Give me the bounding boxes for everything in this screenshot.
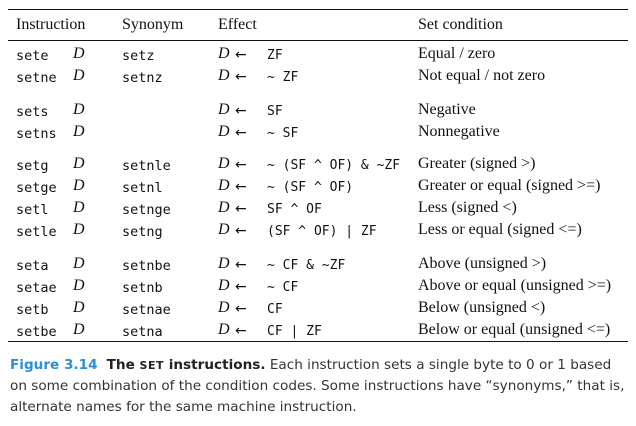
header-set-condition: Set condition	[418, 16, 503, 33]
synonym-mnemonic: setnle	[122, 158, 171, 174]
table-row	[0, 177, 636, 199]
figure-caption	[10, 355, 630, 418]
effect-destination: D	[218, 101, 230, 118]
instruction-operand: D	[73, 45, 85, 62]
instruction-mnemonic: setl	[16, 202, 49, 218]
effect-expression: CF | ZF	[267, 324, 322, 339]
instruction-mnemonic: setge	[16, 180, 57, 196]
set-condition-text: Above or equal (unsigned >=)	[418, 277, 612, 294]
set-condition-text: Below or equal (unsigned <=)	[418, 321, 611, 338]
header-synonym: Synonym	[122, 16, 184, 33]
synonym-mnemonic: setnl	[122, 180, 163, 196]
table-row	[0, 155, 636, 177]
instruction-operand: D	[73, 67, 85, 84]
synonym-mnemonic: setnb	[122, 280, 163, 296]
assign-arrow-icon: ←	[235, 47, 247, 63]
assign-arrow-icon: ←	[235, 201, 247, 217]
assign-arrow-icon: ←	[235, 323, 247, 339]
set-condition-text: Below (unsigned <)	[418, 299, 546, 316]
caption-text: Each instruction sets a single byte to 0 or 1 based on some combination of the condition codes. Some instructions have “synonyms,” that is, alternate names for the same machine instruction.	[10, 357, 625, 415]
table-row	[0, 101, 636, 123]
synonym-mnemonic: setng	[122, 224, 163, 240]
assign-arrow-icon: ←	[235, 257, 247, 273]
instruction-mnemonic: sets	[16, 104, 49, 120]
effect-destination: D	[218, 45, 230, 62]
instruction-operand: D	[73, 155, 85, 172]
set-condition-text: Greater or equal (signed >=)	[418, 177, 601, 194]
synonym-mnemonic: setna	[122, 324, 163, 340]
table-row	[0, 321, 636, 343]
table-top-rule	[8, 9, 628, 10]
set-condition-text: Not equal / not zero	[418, 67, 546, 84]
instruction-mnemonic: setae	[16, 280, 57, 296]
set-condition-text: Less or equal (signed <=)	[418, 221, 582, 238]
instruction-mnemonic: setns	[16, 126, 57, 142]
assign-arrow-icon: ←	[235, 279, 247, 295]
set-condition-text: Greater (signed >)	[418, 155, 536, 172]
assign-arrow-icon: ←	[235, 179, 247, 195]
effect-destination: D	[218, 255, 230, 272]
instruction-mnemonic: setle	[16, 224, 57, 240]
instruction-mnemonic: setne	[16, 70, 57, 86]
instruction-operand: D	[73, 277, 85, 294]
effect-destination: D	[218, 199, 230, 216]
set-condition-text: Above (unsigned >)	[418, 255, 547, 272]
table-row	[0, 123, 636, 145]
synonym-mnemonic: setnae	[122, 302, 171, 318]
set-condition-text: Nonnegative	[418, 123, 500, 140]
table-header-rule	[8, 40, 628, 41]
instruction-operand: D	[73, 299, 85, 316]
instruction-mnemonic: setbe	[16, 324, 57, 340]
table-row	[0, 255, 636, 277]
effect-destination: D	[218, 321, 230, 338]
caption-title	[102, 357, 266, 373]
synonym-mnemonic: setnge	[122, 202, 171, 218]
instruction-operand: D	[73, 199, 85, 216]
set-condition-text: Less (signed <)	[418, 199, 517, 216]
set-condition-text: Negative	[418, 101, 476, 118]
assign-arrow-icon: ←	[235, 125, 247, 141]
synonym-mnemonic: setnz	[122, 70, 163, 86]
instruction-operand: D	[73, 101, 85, 118]
assign-arrow-icon: ←	[235, 157, 247, 173]
table-bottom-rule	[8, 341, 628, 342]
assign-arrow-icon: ←	[235, 69, 247, 85]
effect-destination: D	[218, 123, 230, 140]
table-row	[0, 221, 636, 243]
instruction-operand: D	[73, 221, 85, 238]
synonym-mnemonic: setz	[122, 48, 155, 64]
table-row	[0, 45, 636, 67]
caption-title-keyword: SET	[139, 359, 164, 372]
instruction-mnemonic: setb	[16, 302, 49, 318]
effect-expression: ~ SF	[267, 126, 299, 141]
caption-title-prefix: The	[106, 357, 140, 373]
assign-arrow-icon: ←	[235, 301, 247, 317]
instruction-operand: D	[73, 321, 85, 338]
header-effect: Effect	[218, 16, 257, 33]
effect-expression: SF ^ OF	[267, 202, 322, 217]
effect-expression: ~ CF & ~ZF	[267, 258, 346, 273]
effect-destination: D	[218, 177, 230, 194]
table-row	[0, 277, 636, 299]
table-row	[0, 299, 636, 321]
effect-expression: ~ (SF ^ OF)	[267, 180, 354, 195]
set-condition-text: Equal / zero	[418, 45, 496, 62]
instruction-mnemonic: sete	[16, 48, 49, 64]
header-instruction: Instruction	[16, 16, 86, 33]
effect-expression: ZF	[267, 48, 283, 63]
assign-arrow-icon: ←	[235, 223, 247, 239]
instruction-operand: D	[73, 177, 85, 194]
effect-expression: ~ (SF ^ OF) & ~ZF	[267, 158, 401, 173]
instruction-mnemonic: seta	[16, 258, 49, 274]
effect-expression: SF	[267, 104, 283, 119]
effect-expression: ~ ZF	[267, 70, 299, 85]
effect-destination: D	[218, 155, 230, 172]
instruction-operand: D	[73, 255, 85, 272]
effect-destination: D	[218, 299, 230, 316]
instruction-operand: D	[73, 123, 85, 140]
table-row	[0, 199, 636, 221]
effect-expression: (SF ^ OF) | ZF	[267, 224, 377, 239]
effect-destination: D	[218, 67, 230, 84]
caption-title-suffix: instructions.	[163, 357, 266, 373]
effect-expression: CF	[267, 302, 283, 317]
caption-label: Figure 3.14	[10, 357, 98, 373]
table-row	[0, 67, 636, 89]
instruction-mnemonic: setg	[16, 158, 49, 174]
effect-expression: ~ CF	[267, 280, 299, 295]
effect-destination: D	[218, 221, 230, 238]
effect-destination: D	[218, 277, 230, 294]
assign-arrow-icon: ←	[235, 103, 247, 119]
synonym-mnemonic: setnbe	[122, 258, 171, 274]
